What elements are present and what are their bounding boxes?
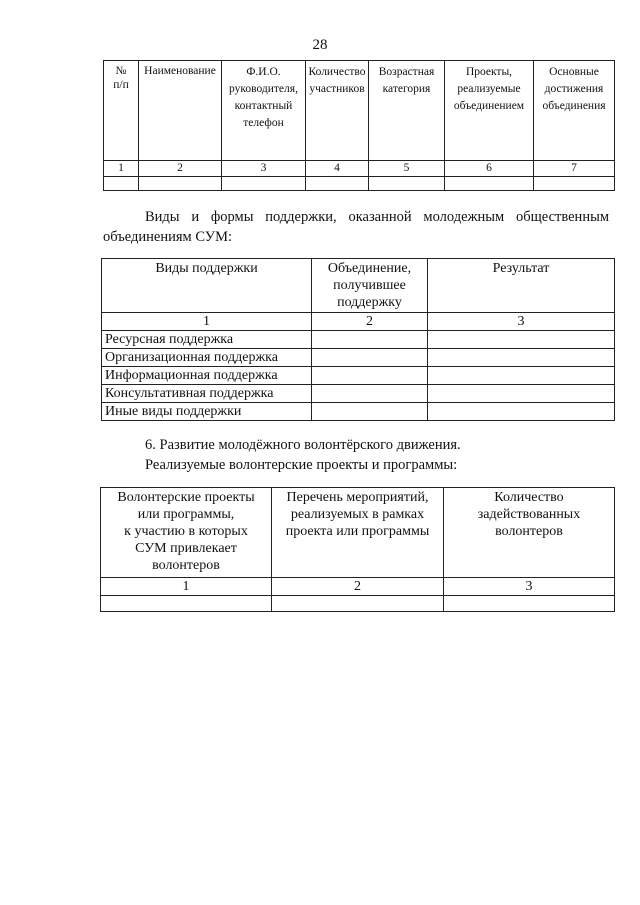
page-number: 28	[312, 37, 328, 53]
number-cell: 7	[534, 161, 615, 177]
table-row	[102, 349, 615, 367]
header-cell: № п/п	[104, 61, 139, 161]
column-number-row	[101, 578, 615, 596]
empty-cell	[101, 596, 272, 612]
header-cell: Результат	[428, 259, 615, 313]
empty-cell	[222, 177, 306, 191]
empty-cell	[428, 349, 615, 367]
empty-cell	[312, 331, 428, 349]
empty-cell	[306, 177, 369, 191]
support-table	[101, 258, 615, 421]
empty-cell	[444, 596, 615, 612]
section-subheading: Реализуемые волонтерские проекты и программы:	[145, 457, 458, 473]
table-row	[102, 367, 615, 385]
support-type-cell: Информационная поддержка	[102, 367, 312, 385]
support-type-cell: Иные виды поддержки	[102, 403, 312, 421]
number-cell: 1	[102, 313, 312, 331]
empty-cell	[428, 367, 615, 385]
header-cell: Основные достижения объединения	[534, 61, 615, 161]
support-type-cell: Ресурсная поддержка	[102, 331, 312, 349]
empty-cell	[312, 403, 428, 421]
column-number-row	[104, 161, 615, 177]
header-cell: Объединение, получившее поддержку	[312, 259, 428, 313]
number-cell: 3	[428, 313, 615, 331]
empty-cell	[139, 177, 222, 191]
section-heading: 6. Развитие молодёжного волонтёрского движения.	[145, 437, 461, 453]
header-cell: Наименование	[139, 61, 222, 161]
volunteer-projects-table	[100, 487, 615, 612]
number-cell: 2	[312, 313, 428, 331]
empty-cell	[312, 385, 428, 403]
header-cell: Количество участников	[306, 61, 369, 161]
header-cell: Виды поддержки	[102, 259, 312, 313]
empty-cell	[428, 331, 615, 349]
number-cell: 2	[272, 578, 444, 596]
header-cell: Ф.И.О. руководителя, контактный телефон	[222, 61, 306, 161]
table-header-row	[104, 61, 615, 161]
support-type-cell: Консультативная поддержка	[102, 385, 312, 403]
table-row	[102, 403, 615, 421]
empty-cell	[369, 177, 445, 191]
number-cell: 3	[222, 161, 306, 177]
number-cell: 3	[444, 578, 615, 596]
table-row	[102, 385, 615, 403]
header-cell: Проекты, реализуемые объединением	[445, 61, 534, 161]
empty-cell	[534, 177, 615, 191]
table-row	[101, 596, 615, 612]
number-cell: 5	[369, 161, 445, 177]
header-cell: Количество задействованных волонтеров	[444, 488, 615, 578]
number-cell: 4	[306, 161, 369, 177]
empty-cell	[428, 403, 615, 421]
support-forms-paragraph: Виды и формы поддержки, оказанной молодежным общественным объединениям СУМ:	[103, 209, 609, 245]
empty-cell	[312, 367, 428, 385]
table-header-row	[102, 259, 615, 313]
number-cell: 1	[104, 161, 139, 177]
empty-cell	[312, 349, 428, 367]
table-header-row	[101, 488, 615, 578]
table-row	[104, 177, 615, 191]
number-cell: 1	[101, 578, 272, 596]
associations-table	[103, 60, 615, 191]
empty-cell	[428, 385, 615, 403]
header-cell: Перечень мероприятий, реализуемых в рамках проекта или программы	[272, 488, 444, 578]
number-cell: 6	[445, 161, 534, 177]
empty-cell	[445, 177, 534, 191]
number-cell: 2	[139, 161, 222, 177]
header-cell: Возрастная категория	[369, 61, 445, 161]
empty-cell	[104, 177, 139, 191]
support-type-cell: Организационная поддержка	[102, 349, 312, 367]
empty-cell	[272, 596, 444, 612]
table-row	[102, 331, 615, 349]
header-cell: Волонтерские проекты или программы, к участию в которых СУМ привлекает волонтеров	[101, 488, 272, 578]
column-number-row	[102, 313, 615, 331]
